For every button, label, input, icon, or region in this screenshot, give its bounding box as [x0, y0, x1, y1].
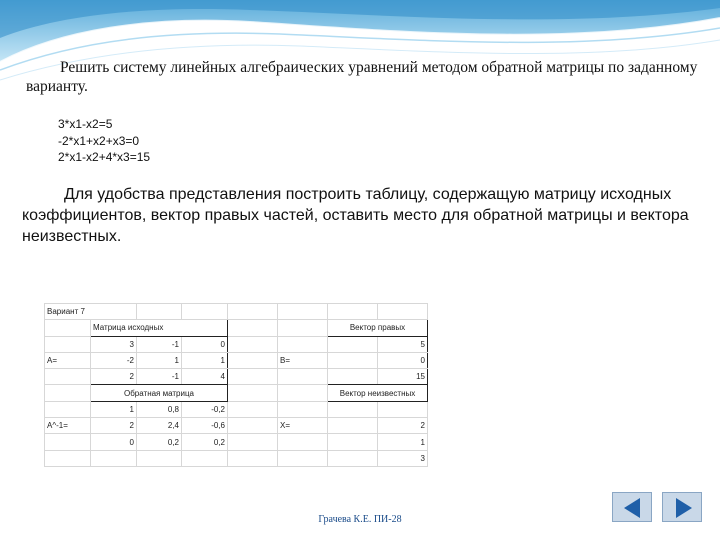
spreadsheet-table	[44, 303, 427, 463]
table-cell: 3	[91, 336, 137, 352]
table-cell: -1	[137, 369, 182, 385]
variant-label: Вариант 7	[45, 304, 137, 320]
table-cell: 0	[91, 434, 137, 450]
instruction-paragraph: Для удобства представления построить таблицу, содержащую матрицу исходных коэффициентов, вектор правых частей, оставить место для обратной матрицы и вектора неизвестных.	[22, 186, 689, 245]
arrow-right-icon	[663, 493, 703, 523]
table-row	[45, 336, 428, 352]
table-row	[45, 450, 428, 466]
table-cell: 2	[91, 418, 137, 434]
table-cell: 0	[182, 336, 228, 352]
table-row	[45, 352, 428, 368]
table-cell: 1	[91, 401, 137, 417]
table-cell: 1	[137, 352, 182, 368]
table-cell: -0,2	[182, 401, 228, 417]
author-footer: Грачева К.Е. ПИ-28	[318, 514, 402, 525]
table-cell: -0,6	[182, 418, 228, 434]
equation-2: -2*x1+x2+x3=0	[58, 133, 140, 148]
table-row	[45, 304, 428, 320]
table-row	[45, 369, 428, 385]
table-cell: 1	[182, 352, 228, 368]
table-row	[45, 401, 428, 417]
matrix-a-label: A=	[45, 352, 91, 368]
table-cell: 0,2	[182, 434, 228, 450]
table-cell: 5	[378, 336, 428, 352]
task-statement: Решить систему линейных алгебраических уравнений методом обратной матрицы по заданному варианту.	[26, 59, 698, 95]
table-row	[45, 418, 428, 434]
previous-slide-button[interactable]	[612, 492, 652, 522]
rhs-vector-header: Вектор правых	[328, 320, 428, 336]
table-cell: 1	[378, 434, 428, 450]
table-cell: 2,4	[137, 418, 182, 434]
inverse-matrix-header: Обратная матрица	[91, 385, 228, 401]
vector-b-label: B=	[278, 352, 328, 368]
equation-3: 2*x1-x2+4*x3=15	[58, 150, 151, 164]
table-row	[45, 434, 428, 450]
coef-matrix-header: Матрица исходных	[91, 320, 228, 336]
table-row	[45, 320, 428, 336]
equation-1: 3*x1-x2=5	[58, 117, 113, 131]
table-row	[45, 385, 428, 401]
table-cell: -1	[137, 336, 182, 352]
equation-system	[58, 116, 150, 166]
table-cell: 0,2	[137, 434, 182, 450]
table-cell: -2	[91, 352, 137, 368]
next-slide-button[interactable]	[662, 492, 702, 522]
unknowns-vector-header: Вектор неизвестных	[328, 385, 428, 401]
table-cell: 0,8	[137, 401, 182, 417]
arrow-left-icon	[613, 493, 653, 523]
table-cell: 2	[91, 369, 137, 385]
table-cell: 15	[378, 369, 428, 385]
table-cell: 3	[378, 450, 428, 466]
table-cell: 2	[378, 418, 428, 434]
table-cell: 4	[182, 369, 228, 385]
inverse-a-label: A^-1=	[45, 418, 91, 434]
vector-x-label: X=	[278, 418, 328, 434]
table-cell: 0	[378, 352, 428, 368]
